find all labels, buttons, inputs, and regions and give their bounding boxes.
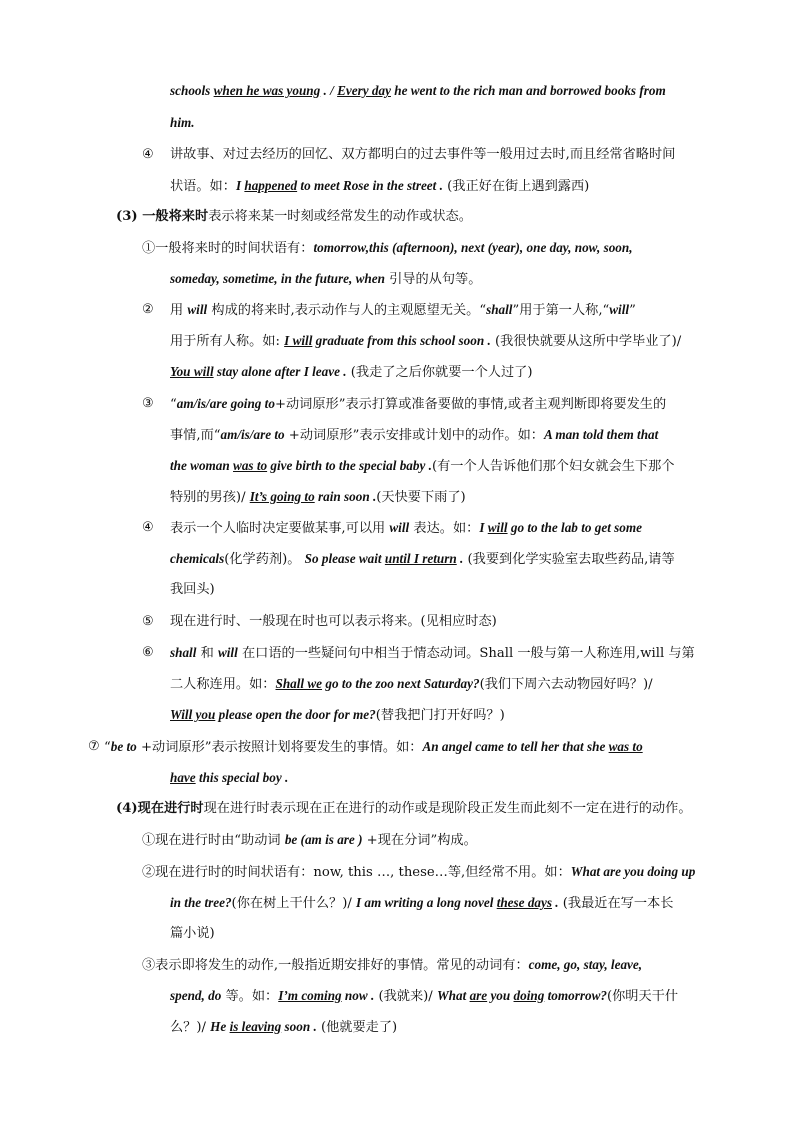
text-line: “am/is/are going to+动词原形”表示打算或准备要做的事情,或者主观判断即将要发生的 <box>170 396 667 412</box>
text-line: someday, sometime, in the future, when 引导的从句等。 <box>170 271 482 287</box>
text-line: 篇小说) <box>170 926 215 941</box>
text-line: 状语。如：I happened to meet Rose in the street . (我正好在街上遇到露西) <box>170 178 590 194</box>
text-line: chemicals(化学药剂)。 So please wait until I return . (我要到化学实验室去取些药品,请等 <box>170 551 675 567</box>
text-line: 我回头) <box>170 582 215 597</box>
text-line: 么？)/ He is leaving soon . (他就要走了) <box>170 1019 398 1035</box>
text-line: Will you please open the door for me?(替我把门打开好吗？) <box>170 707 505 723</box>
text-line: 二人称连用。如：Shall we go to the zoo next Saturday?(我们下周六去动物园好吗？)/ <box>170 676 653 692</box>
text-line: 用 will 构成的将来时,表示动作与人的主观愿望无关。“shall”用于第一人称,“will” <box>170 302 636 318</box>
text-line: the woman was to give birth to the special baby .(有一个人告诉他们那个妇女就会生下那个 <box>170 458 675 474</box>
list-marker: ② <box>142 302 154 317</box>
list-marker: ④ <box>142 147 154 162</box>
text-line: shall 和 will 在口语的一些疑问句中相当于情态动词。Shall 一般与第一人称连用,will 与第 <box>170 645 695 661</box>
text-line: 特别的男孩)/ It’s going to rain soon .(天快要下雨了) <box>170 489 466 505</box>
list-marker: ⑤ <box>142 614 154 629</box>
text-line: in the tree?(你在树上干什么？)/ I am writing a long novel these days . (我最近在写一本长 <box>170 895 674 911</box>
text-line: 表示一个人临时决定要做某事,可以用 will 表达。如：I will go to the lab to get some <box>170 520 642 536</box>
text-line: ②现在进行时的时间状语有：now, this …, these…等,但经常不用。如：What are you doing up <box>142 864 696 880</box>
section-heading: (3) 一般将来时表示将来某一时刻或经常发生的动作或状态。 <box>116 209 472 224</box>
list-marker: ④ <box>142 520 154 535</box>
text-line: “be to +动词原形”表示按照计划将要发生的事情。如：An angel came to tell her that she was to <box>104 739 643 755</box>
list-marker: ③ <box>142 396 154 411</box>
text-line: have this special boy . <box>170 770 289 785</box>
text-line: ③表示即将发生的动作,一般指近期安排好的事情。常见的动词有：come, go, stay, leave, <box>142 957 643 973</box>
list-marker: ⑦ <box>88 739 100 754</box>
text-line: him. <box>170 115 195 130</box>
list-marker: ⑥ <box>142 645 154 660</box>
text-line: 事情,而“am/is/are to +动词原形”表示安排或计划中的动作。如：A man told them that <box>170 427 659 443</box>
text-line: 用于所有人称。如: I will graduate from this school soon . (我很快就要从这所中学毕业了)/ <box>170 333 682 349</box>
text-line: ①一般将来时的时间状语有：tomorrow,this (afternoon), next (year), one day, now, soon, <box>142 240 633 256</box>
section-heading: (4)现在进行时现在进行时表示现在正在进行的动作或是现阶段正发生而此刻不一定在进行的动作。 <box>116 801 692 816</box>
text-line: You will stay alone after I leave . (我走了之后你就要一个人过了) <box>170 364 533 380</box>
text-line: spend, do 等。如：I’m coming now . (我就来)/ What are you doing tomorrow?(你明天干什 <box>170 988 679 1004</box>
text-line: ①现在进行时由“助动词 be (am is are ) +现在分词”构成。 <box>142 832 477 848</box>
text-line: 讲故事、对过去经历的回忆、双方都明白的过去事件等一般用过去时,而且经常省略时间 <box>170 147 676 162</box>
text-line: schools when he was young . / Every day he went to the rich man and borrowed books from <box>170 83 666 98</box>
text-line: 现在进行时、一般现在时也可以表示将来。(见相应时态) <box>170 614 497 629</box>
